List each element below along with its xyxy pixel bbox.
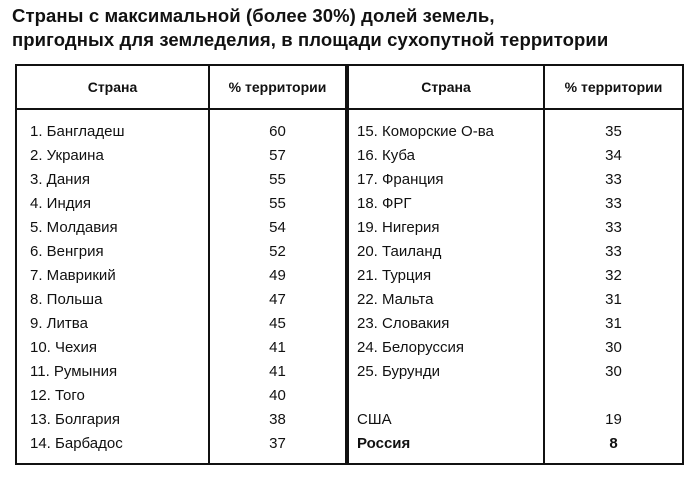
country-cell: [357, 384, 541, 408]
percent-cell: 31: [605, 291, 622, 308]
country-cell: 16. Куба: [357, 147, 416, 164]
country-cell: 13. Болгария: [30, 411, 120, 428]
country-cell: 20. Таиланд: [357, 243, 442, 260]
data-table: [15, 64, 684, 465]
percent-cell: 40: [269, 387, 286, 404]
percent-cell: 33: [605, 243, 622, 260]
country-cell: 4. Индия: [30, 195, 91, 212]
country-cell: Россия: [357, 435, 411, 452]
header-country-left: Страна: [87, 79, 138, 95]
country-cell: 7. Маврикий: [30, 267, 116, 284]
country-cell: 10. Чехия: [30, 339, 98, 356]
percent-cell: 34: [605, 147, 622, 164]
country-cell: 12. Того: [30, 387, 85, 404]
left-percent-column: [210, 120, 345, 456]
header-country-right: Страна: [421, 79, 471, 95]
percent-cell: 37: [269, 435, 286, 452]
country-cell: 21. Турция: [357, 267, 432, 284]
country-cell: 19. Нигерия: [357, 219, 440, 236]
percent-cell: 32: [605, 267, 622, 284]
left-country-column: [30, 120, 205, 456]
percent-cell: 33: [605, 195, 622, 212]
header-percent-left: % территории: [228, 79, 327, 95]
percent-cell: 52: [269, 243, 286, 260]
percent-cell: 41: [269, 339, 286, 356]
percent-cell: 57: [269, 147, 286, 164]
column-divider-middle-double: [345, 66, 347, 463]
country-cell: 18. ФРГ: [357, 195, 412, 212]
percent-cell: 31: [605, 315, 622, 332]
country-cell: 24. Белоруссия: [357, 339, 464, 356]
country-cell: США: [357, 411, 392, 428]
header-percent-right: % территории: [564, 79, 663, 95]
country-cell: 8. Польша: [30, 291, 103, 308]
country-cell: 5. Молдавия: [30, 219, 118, 236]
country-cell: 1. Бангладеш: [30, 123, 125, 140]
page-title: [12, 4, 682, 52]
right-country-column: [357, 120, 541, 456]
percent-cell: 60: [269, 123, 286, 140]
country-cell: 23. Словакия: [357, 315, 450, 332]
country-cell: 9. Литва: [30, 315, 88, 332]
country-cell: 25. Бурунди: [357, 363, 440, 380]
title-line-1: Страны с максимальной (более 30%) долей земель,: [12, 5, 495, 26]
percent-cell: 41: [269, 363, 286, 380]
percent-cell: 47: [269, 291, 286, 308]
country-cell: 3. Дания: [30, 171, 90, 188]
percent-cell: 35: [605, 123, 622, 140]
percent-cell: 55: [269, 171, 286, 188]
percent-cell: 33: [605, 171, 622, 188]
country-cell: 15. Коморские О-ва: [357, 123, 494, 140]
column-divider-middle: [347, 66, 349, 463]
percent-cell: 54: [269, 219, 286, 236]
country-cell: 6. Венгрия: [30, 243, 104, 260]
percent-cell: 30: [605, 363, 622, 380]
percent-cell: 19: [605, 411, 622, 428]
percent-cell: 45: [269, 315, 286, 332]
header-divider: [17, 108, 682, 110]
percent-cell: 33: [605, 219, 622, 236]
country-cell: 22. Мальта: [357, 291, 434, 308]
right-percent-column: [545, 120, 682, 456]
country-cell: 2. Украина: [30, 147, 104, 164]
country-cell: 17. Франция: [357, 171, 444, 188]
title-line-2: пригодных для земледелия, в площади сухопутной территории: [12, 29, 609, 50]
percent-cell: [545, 384, 682, 408]
country-cell: 11. Румыния: [30, 363, 118, 380]
percent-cell: 38: [269, 411, 286, 428]
percent-cell: 49: [269, 267, 286, 284]
percent-cell: 8: [609, 435, 618, 452]
percent-cell: 55: [269, 195, 286, 212]
percent-cell: 30: [605, 339, 622, 356]
country-cell: 14. Барбадос: [30, 435, 123, 452]
